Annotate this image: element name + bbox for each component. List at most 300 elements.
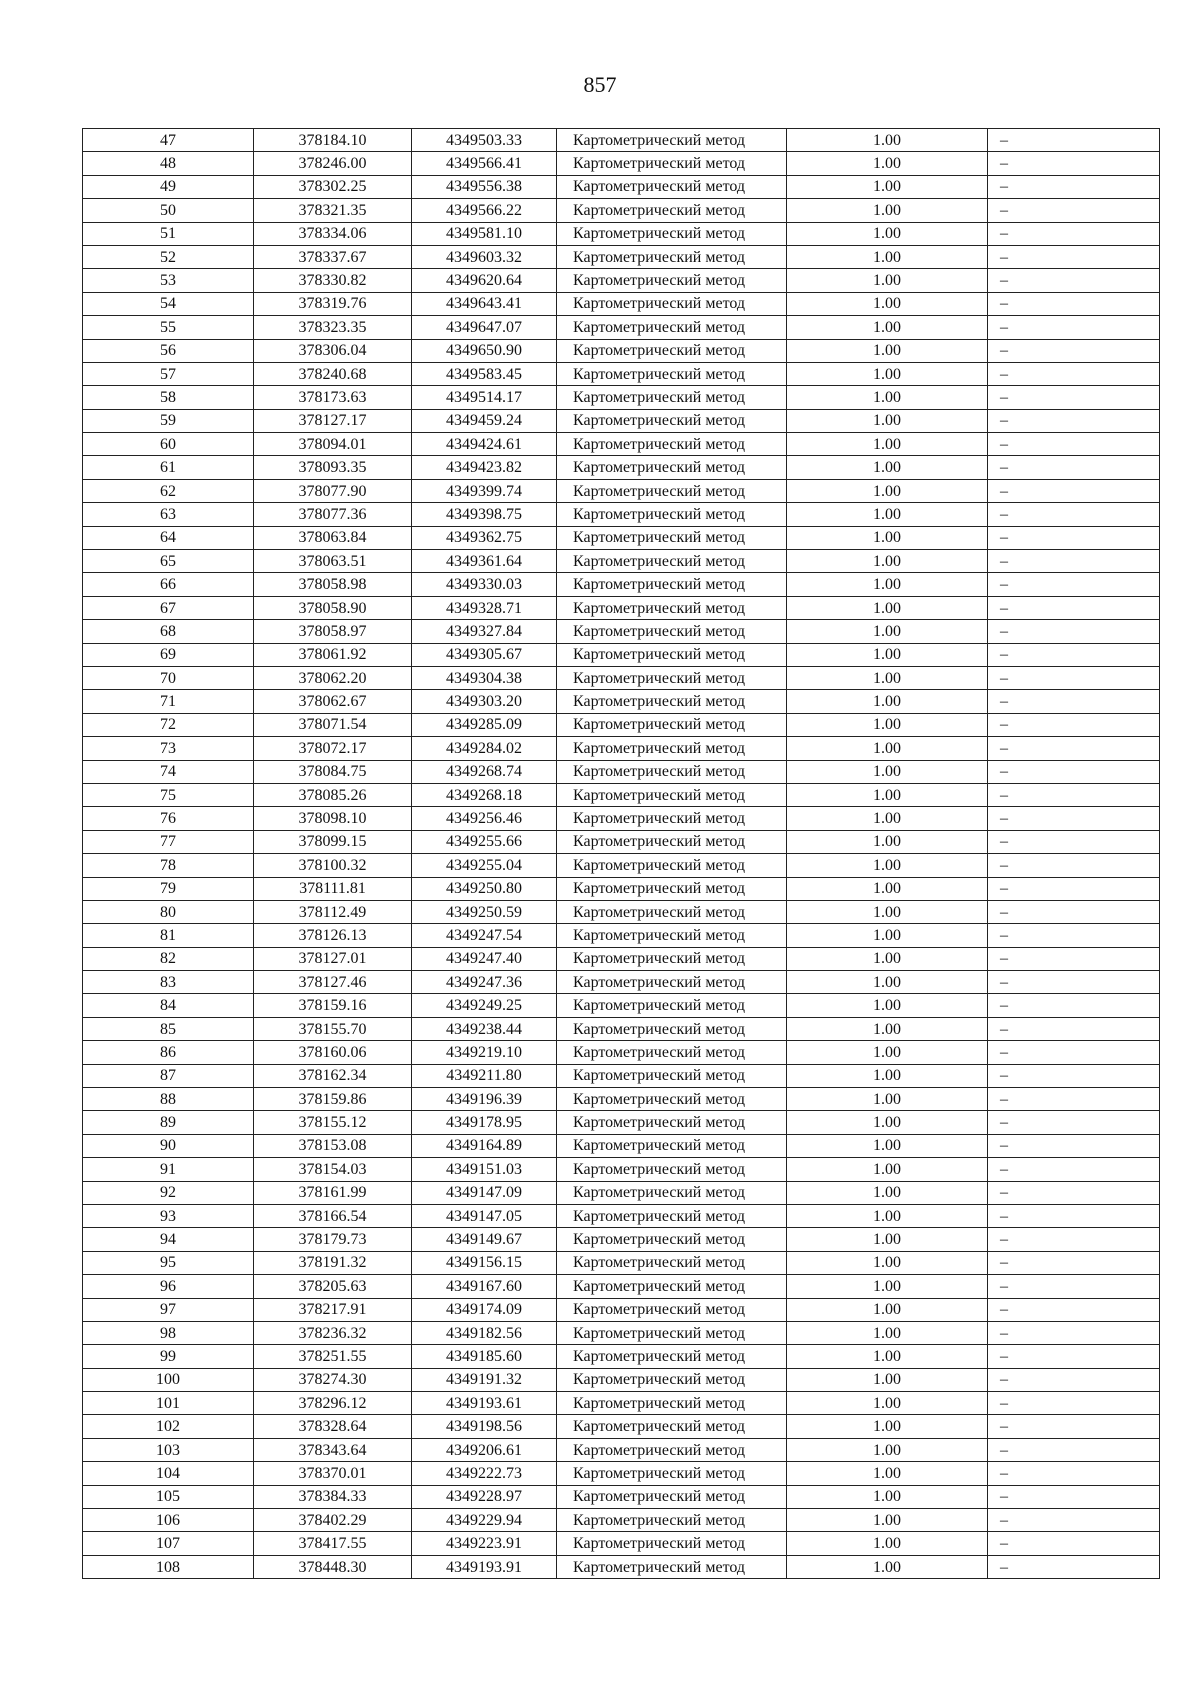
method-cell: Картометрический метод xyxy=(557,1134,787,1157)
table-row xyxy=(83,994,1160,1017)
table-row xyxy=(83,503,1160,526)
y-coordinate-cell: 4349423.82 xyxy=(412,456,557,479)
x-coordinate-cell: 378162.34 xyxy=(254,1064,412,1087)
point-number-cell: 79 xyxy=(83,877,254,900)
table-row xyxy=(83,550,1160,573)
table-row xyxy=(83,1158,1160,1181)
method-cell: Картометрический метод xyxy=(557,1345,787,1368)
method-cell: Картометрический метод xyxy=(557,362,787,385)
table-row xyxy=(83,152,1160,175)
table-row xyxy=(83,269,1160,292)
method-cell: Картометрический метод xyxy=(557,1532,787,1555)
accuracy-cell: 1.00 xyxy=(787,737,988,760)
x-coordinate-cell: 378072.17 xyxy=(254,737,412,760)
x-coordinate-cell: 378334.06 xyxy=(254,222,412,245)
point-number-cell: 62 xyxy=(83,479,254,502)
point-number-cell: 89 xyxy=(83,1111,254,1134)
note-cell: – xyxy=(988,1392,1160,1415)
accuracy-cell: 1.00 xyxy=(787,854,988,877)
accuracy-cell: 1.00 xyxy=(787,1064,988,1087)
y-coordinate-cell: 4349191.32 xyxy=(412,1368,557,1391)
point-number-cell: 108 xyxy=(83,1555,254,1578)
y-coordinate-cell: 4349361.64 xyxy=(412,550,557,573)
point-number-cell: 64 xyxy=(83,526,254,549)
x-coordinate-cell: 378085.26 xyxy=(254,783,412,806)
y-coordinate-cell: 4349620.64 xyxy=(412,269,557,292)
method-cell: Картометрический метод xyxy=(557,854,787,877)
point-number-cell: 80 xyxy=(83,900,254,923)
table-row xyxy=(83,526,1160,549)
note-cell: – xyxy=(988,316,1160,339)
x-coordinate-cell: 378112.49 xyxy=(254,900,412,923)
note-cell: – xyxy=(988,1462,1160,1485)
table-row xyxy=(83,479,1160,502)
method-cell: Картометрический метод xyxy=(557,1181,787,1204)
x-coordinate-cell: 378191.32 xyxy=(254,1251,412,1274)
table-row xyxy=(83,947,1160,970)
method-cell: Картометрический метод xyxy=(557,1041,787,1064)
accuracy-cell: 1.00 xyxy=(787,1555,988,1578)
method-cell: Картометрический метод xyxy=(557,1088,787,1111)
point-number-cell: 87 xyxy=(83,1064,254,1087)
accuracy-cell: 1.00 xyxy=(787,1321,988,1344)
accuracy-cell: 1.00 xyxy=(787,690,988,713)
point-number-cell: 71 xyxy=(83,690,254,713)
x-coordinate-cell: 378161.99 xyxy=(254,1181,412,1204)
note-cell: – xyxy=(988,666,1160,689)
accuracy-cell: 1.00 xyxy=(787,760,988,783)
coordinates-table-body xyxy=(83,129,1160,1579)
y-coordinate-cell: 4349147.05 xyxy=(412,1204,557,1227)
table-row xyxy=(83,1064,1160,1087)
x-coordinate-cell: 378321.35 xyxy=(254,199,412,222)
note-cell: – xyxy=(988,1158,1160,1181)
y-coordinate-cell: 4349327.84 xyxy=(412,620,557,643)
accuracy-cell: 1.00 xyxy=(787,1158,988,1181)
y-coordinate-cell: 4349268.74 xyxy=(412,760,557,783)
y-coordinate-cell: 4349193.91 xyxy=(412,1555,557,1578)
table-row xyxy=(83,245,1160,268)
point-number-cell: 106 xyxy=(83,1509,254,1532)
x-coordinate-cell: 378173.63 xyxy=(254,386,412,409)
note-cell: – xyxy=(988,783,1160,806)
method-cell: Картометрический метод xyxy=(557,152,787,175)
y-coordinate-cell: 4349249.25 xyxy=(412,994,557,1017)
accuracy-cell: 1.00 xyxy=(787,1462,988,1485)
y-coordinate-cell: 4349178.95 xyxy=(412,1111,557,1134)
note-cell: – xyxy=(988,760,1160,783)
y-coordinate-cell: 4349247.40 xyxy=(412,947,557,970)
accuracy-cell: 1.00 xyxy=(787,1204,988,1227)
table-row xyxy=(83,596,1160,619)
point-number-cell: 53 xyxy=(83,269,254,292)
x-coordinate-cell: 378093.35 xyxy=(254,456,412,479)
point-number-cell: 47 xyxy=(83,129,254,152)
table-row xyxy=(83,1345,1160,1368)
accuracy-cell: 1.00 xyxy=(787,1228,988,1251)
note-cell: – xyxy=(988,1438,1160,1461)
table-row xyxy=(83,737,1160,760)
y-coordinate-cell: 4349643.41 xyxy=(412,292,557,315)
x-coordinate-cell: 378154.03 xyxy=(254,1158,412,1181)
y-coordinate-cell: 4349250.80 xyxy=(412,877,557,900)
y-coordinate-cell: 4349503.33 xyxy=(412,129,557,152)
note-cell: – xyxy=(988,129,1160,152)
note-cell: – xyxy=(988,339,1160,362)
x-coordinate-cell: 378159.86 xyxy=(254,1088,412,1111)
accuracy-cell: 1.00 xyxy=(787,433,988,456)
method-cell: Картометрический метод xyxy=(557,877,787,900)
x-coordinate-cell: 378330.82 xyxy=(254,269,412,292)
method-cell: Картометрический метод xyxy=(557,1392,787,1415)
accuracy-cell: 1.00 xyxy=(787,1111,988,1134)
table-row xyxy=(83,877,1160,900)
point-number-cell: 48 xyxy=(83,152,254,175)
y-coordinate-cell: 4349147.09 xyxy=(412,1181,557,1204)
table-row xyxy=(83,1204,1160,1227)
accuracy-cell: 1.00 xyxy=(787,1088,988,1111)
table-row xyxy=(83,760,1160,783)
table-row xyxy=(83,1251,1160,1274)
point-number-cell: 76 xyxy=(83,807,254,830)
x-coordinate-cell: 378063.84 xyxy=(254,526,412,549)
accuracy-cell: 1.00 xyxy=(787,152,988,175)
x-coordinate-cell: 378179.73 xyxy=(254,1228,412,1251)
note-cell: – xyxy=(988,456,1160,479)
point-number-cell: 102 xyxy=(83,1415,254,1438)
accuracy-cell: 1.00 xyxy=(787,573,988,596)
x-coordinate-cell: 378084.75 xyxy=(254,760,412,783)
point-number-cell: 98 xyxy=(83,1321,254,1344)
page-number: 857 xyxy=(583,72,617,97)
x-coordinate-cell: 378159.16 xyxy=(254,994,412,1017)
method-cell: Картометрический метод xyxy=(557,175,787,198)
y-coordinate-cell: 4349330.03 xyxy=(412,573,557,596)
y-coordinate-cell: 4349647.07 xyxy=(412,316,557,339)
table-row xyxy=(83,1017,1160,1040)
x-coordinate-cell: 378058.97 xyxy=(254,620,412,643)
method-cell: Картометрический метод xyxy=(557,760,787,783)
y-coordinate-cell: 4349238.44 xyxy=(412,1017,557,1040)
y-coordinate-cell: 4349268.18 xyxy=(412,783,557,806)
table-row xyxy=(83,175,1160,198)
accuracy-cell: 1.00 xyxy=(787,643,988,666)
y-coordinate-cell: 4349198.56 xyxy=(412,1415,557,1438)
method-cell: Картометрический метод xyxy=(557,245,787,268)
point-number-cell: 101 xyxy=(83,1392,254,1415)
method-cell: Картометрический метод xyxy=(557,620,787,643)
note-cell: – xyxy=(988,1134,1160,1157)
table-row xyxy=(83,1392,1160,1415)
note-cell: – xyxy=(988,175,1160,198)
accuracy-cell: 1.00 xyxy=(787,409,988,432)
note-cell: – xyxy=(988,152,1160,175)
method-cell: Картометрический метод xyxy=(557,1204,787,1227)
x-coordinate-cell: 378246.00 xyxy=(254,152,412,175)
x-coordinate-cell: 378063.51 xyxy=(254,550,412,573)
table-row xyxy=(83,900,1160,923)
y-coordinate-cell: 4349156.15 xyxy=(412,1251,557,1274)
method-cell: Картометрический метод xyxy=(557,1298,787,1321)
accuracy-cell: 1.00 xyxy=(787,175,988,198)
note-cell: – xyxy=(988,1485,1160,1508)
y-coordinate-cell: 4349328.71 xyxy=(412,596,557,619)
method-cell: Картометрический метод xyxy=(557,222,787,245)
y-coordinate-cell: 4349514.17 xyxy=(412,386,557,409)
point-number-cell: 107 xyxy=(83,1532,254,1555)
accuracy-cell: 1.00 xyxy=(787,713,988,736)
x-coordinate-cell: 378337.67 xyxy=(254,245,412,268)
y-coordinate-cell: 4349222.73 xyxy=(412,1462,557,1485)
method-cell: Картометрический метод xyxy=(557,292,787,315)
x-coordinate-cell: 378100.32 xyxy=(254,854,412,877)
accuracy-cell: 1.00 xyxy=(787,1509,988,1532)
x-coordinate-cell: 378126.13 xyxy=(254,924,412,947)
table-row xyxy=(83,433,1160,456)
x-coordinate-cell: 378077.36 xyxy=(254,503,412,526)
note-cell: – xyxy=(988,1111,1160,1134)
coordinates-table xyxy=(82,128,1160,1579)
accuracy-cell: 1.00 xyxy=(787,830,988,853)
point-number-cell: 83 xyxy=(83,971,254,994)
note-cell: – xyxy=(988,924,1160,947)
method-cell: Картометрический метод xyxy=(557,1251,787,1274)
x-coordinate-cell: 378127.17 xyxy=(254,409,412,432)
x-coordinate-cell: 378343.64 xyxy=(254,1438,412,1461)
point-number-cell: 54 xyxy=(83,292,254,315)
table-row xyxy=(83,362,1160,385)
accuracy-cell: 1.00 xyxy=(787,807,988,830)
accuracy-cell: 1.00 xyxy=(787,994,988,1017)
point-number-cell: 86 xyxy=(83,1041,254,1064)
point-number-cell: 68 xyxy=(83,620,254,643)
table-row xyxy=(83,666,1160,689)
note-cell: – xyxy=(988,971,1160,994)
method-cell: Картометрический метод xyxy=(557,713,787,736)
method-cell: Картометрический метод xyxy=(557,1228,787,1251)
point-number-cell: 99 xyxy=(83,1345,254,1368)
method-cell: Картометрический метод xyxy=(557,737,787,760)
point-number-cell: 77 xyxy=(83,830,254,853)
point-number-cell: 92 xyxy=(83,1181,254,1204)
accuracy-cell: 1.00 xyxy=(787,386,988,409)
table-row xyxy=(83,1532,1160,1555)
y-coordinate-cell: 4349424.61 xyxy=(412,433,557,456)
y-coordinate-cell: 4349247.36 xyxy=(412,971,557,994)
accuracy-cell: 1.00 xyxy=(787,1134,988,1157)
x-coordinate-cell: 378071.54 xyxy=(254,713,412,736)
point-number-cell: 82 xyxy=(83,947,254,970)
method-cell: Картометрический метод xyxy=(557,1438,787,1461)
y-coordinate-cell: 4349284.02 xyxy=(412,737,557,760)
accuracy-cell: 1.00 xyxy=(787,456,988,479)
note-cell: – xyxy=(988,526,1160,549)
point-number-cell: 49 xyxy=(83,175,254,198)
y-coordinate-cell: 4349583.45 xyxy=(412,362,557,385)
x-coordinate-cell: 378153.08 xyxy=(254,1134,412,1157)
y-coordinate-cell: 4349566.22 xyxy=(412,199,557,222)
accuracy-cell: 1.00 xyxy=(787,596,988,619)
x-coordinate-cell: 378417.55 xyxy=(254,1532,412,1555)
table-row xyxy=(83,690,1160,713)
y-coordinate-cell: 4349556.38 xyxy=(412,175,557,198)
method-cell: Картометрический метод xyxy=(557,783,787,806)
x-coordinate-cell: 378236.32 xyxy=(254,1321,412,1344)
note-cell: – xyxy=(988,713,1160,736)
note-cell: – xyxy=(988,1181,1160,1204)
method-cell: Картометрический метод xyxy=(557,386,787,409)
method-cell: Картометрический метод xyxy=(557,643,787,666)
method-cell: Картометрический метод xyxy=(557,456,787,479)
accuracy-cell: 1.00 xyxy=(787,1532,988,1555)
y-coordinate-cell: 4349229.94 xyxy=(412,1509,557,1532)
method-cell: Картометрический метод xyxy=(557,1158,787,1181)
y-coordinate-cell: 4349151.03 xyxy=(412,1158,557,1181)
method-cell: Картометрический метод xyxy=(557,971,787,994)
note-cell: – xyxy=(988,479,1160,502)
method-cell: Картометрический метод xyxy=(557,433,787,456)
y-coordinate-cell: 4349303.20 xyxy=(412,690,557,713)
note-cell: – xyxy=(988,433,1160,456)
method-cell: Картометрический метод xyxy=(557,1321,787,1344)
note-cell: – xyxy=(988,386,1160,409)
note-cell: – xyxy=(988,1275,1160,1298)
x-coordinate-cell: 378402.29 xyxy=(254,1509,412,1532)
accuracy-cell: 1.00 xyxy=(787,666,988,689)
point-number-cell: 88 xyxy=(83,1088,254,1111)
table-row xyxy=(83,1228,1160,1251)
note-cell: – xyxy=(988,292,1160,315)
table-row xyxy=(83,620,1160,643)
y-coordinate-cell: 4349459.24 xyxy=(412,409,557,432)
accuracy-cell: 1.00 xyxy=(787,199,988,222)
x-coordinate-cell: 378302.25 xyxy=(254,175,412,198)
point-number-cell: 93 xyxy=(83,1204,254,1227)
accuracy-cell: 1.00 xyxy=(787,1298,988,1321)
x-coordinate-cell: 378062.20 xyxy=(254,666,412,689)
accuracy-cell: 1.00 xyxy=(787,1485,988,1508)
point-number-cell: 52 xyxy=(83,245,254,268)
point-number-cell: 94 xyxy=(83,1228,254,1251)
y-coordinate-cell: 4349185.60 xyxy=(412,1345,557,1368)
table-row xyxy=(83,1298,1160,1321)
point-number-cell: 65 xyxy=(83,550,254,573)
table-row xyxy=(83,783,1160,806)
x-coordinate-cell: 378384.33 xyxy=(254,1485,412,1508)
x-coordinate-cell: 378323.35 xyxy=(254,316,412,339)
accuracy-cell: 1.00 xyxy=(787,783,988,806)
point-number-cell: 67 xyxy=(83,596,254,619)
x-coordinate-cell: 378061.92 xyxy=(254,643,412,666)
point-number-cell: 51 xyxy=(83,222,254,245)
point-number-cell: 50 xyxy=(83,199,254,222)
y-coordinate-cell: 4349149.67 xyxy=(412,1228,557,1251)
point-number-cell: 69 xyxy=(83,643,254,666)
table-row xyxy=(83,339,1160,362)
x-coordinate-cell: 378205.63 xyxy=(254,1275,412,1298)
accuracy-cell: 1.00 xyxy=(787,503,988,526)
x-coordinate-cell: 378319.76 xyxy=(254,292,412,315)
note-cell: – xyxy=(988,550,1160,573)
note-cell: – xyxy=(988,807,1160,830)
method-cell: Картометрический метод xyxy=(557,1275,787,1298)
method-cell: Картометрический метод xyxy=(557,1555,787,1578)
method-cell: Картометрический метод xyxy=(557,830,787,853)
x-coordinate-cell: 378099.15 xyxy=(254,830,412,853)
point-number-cell: 90 xyxy=(83,1134,254,1157)
point-number-cell: 81 xyxy=(83,924,254,947)
y-coordinate-cell: 4349255.04 xyxy=(412,854,557,877)
x-coordinate-cell: 378166.54 xyxy=(254,1204,412,1227)
y-coordinate-cell: 4349196.39 xyxy=(412,1088,557,1111)
note-cell: – xyxy=(988,573,1160,596)
table-row xyxy=(83,971,1160,994)
x-coordinate-cell: 378160.06 xyxy=(254,1041,412,1064)
method-cell: Картометрический метод xyxy=(557,550,787,573)
table-row xyxy=(83,573,1160,596)
table-row xyxy=(83,1321,1160,1344)
table-row xyxy=(83,1181,1160,1204)
accuracy-cell: 1.00 xyxy=(787,479,988,502)
y-coordinate-cell: 4349182.56 xyxy=(412,1321,557,1344)
table-row xyxy=(83,643,1160,666)
note-cell: – xyxy=(988,900,1160,923)
accuracy-cell: 1.00 xyxy=(787,362,988,385)
point-number-cell: 63 xyxy=(83,503,254,526)
y-coordinate-cell: 4349219.10 xyxy=(412,1041,557,1064)
note-cell: – xyxy=(988,1509,1160,1532)
x-coordinate-cell: 378094.01 xyxy=(254,433,412,456)
y-coordinate-cell: 4349228.97 xyxy=(412,1485,557,1508)
x-coordinate-cell: 378306.04 xyxy=(254,339,412,362)
y-coordinate-cell: 4349167.60 xyxy=(412,1275,557,1298)
accuracy-cell: 1.00 xyxy=(787,339,988,362)
point-number-cell: 58 xyxy=(83,386,254,409)
table-row xyxy=(83,316,1160,339)
point-number-cell: 78 xyxy=(83,854,254,877)
x-coordinate-cell: 378077.90 xyxy=(254,479,412,502)
accuracy-cell: 1.00 xyxy=(787,1392,988,1415)
x-coordinate-cell: 378274.30 xyxy=(254,1368,412,1391)
note-cell: – xyxy=(988,994,1160,1017)
x-coordinate-cell: 378155.12 xyxy=(254,1111,412,1134)
point-number-cell: 59 xyxy=(83,409,254,432)
accuracy-cell: 1.00 xyxy=(787,924,988,947)
x-coordinate-cell: 378296.12 xyxy=(254,1392,412,1415)
method-cell: Картометрический метод xyxy=(557,409,787,432)
y-coordinate-cell: 4349399.74 xyxy=(412,479,557,502)
table-row xyxy=(83,129,1160,152)
note-cell: – xyxy=(988,737,1160,760)
point-number-cell: 57 xyxy=(83,362,254,385)
note-cell: – xyxy=(988,1088,1160,1111)
point-number-cell: 84 xyxy=(83,994,254,1017)
point-number-cell: 72 xyxy=(83,713,254,736)
table-row xyxy=(83,199,1160,222)
y-coordinate-cell: 4349362.75 xyxy=(412,526,557,549)
y-coordinate-cell: 4349164.89 xyxy=(412,1134,557,1157)
method-cell: Картометрический метод xyxy=(557,596,787,619)
point-number-cell: 74 xyxy=(83,760,254,783)
y-coordinate-cell: 4349398.75 xyxy=(412,503,557,526)
method-cell: Картометрический метод xyxy=(557,526,787,549)
y-coordinate-cell: 4349256.46 xyxy=(412,807,557,830)
method-cell: Картометрический метод xyxy=(557,199,787,222)
accuracy-cell: 1.00 xyxy=(787,900,988,923)
method-cell: Картометрический метод xyxy=(557,503,787,526)
accuracy-cell: 1.00 xyxy=(787,222,988,245)
y-coordinate-cell: 4349566.41 xyxy=(412,152,557,175)
